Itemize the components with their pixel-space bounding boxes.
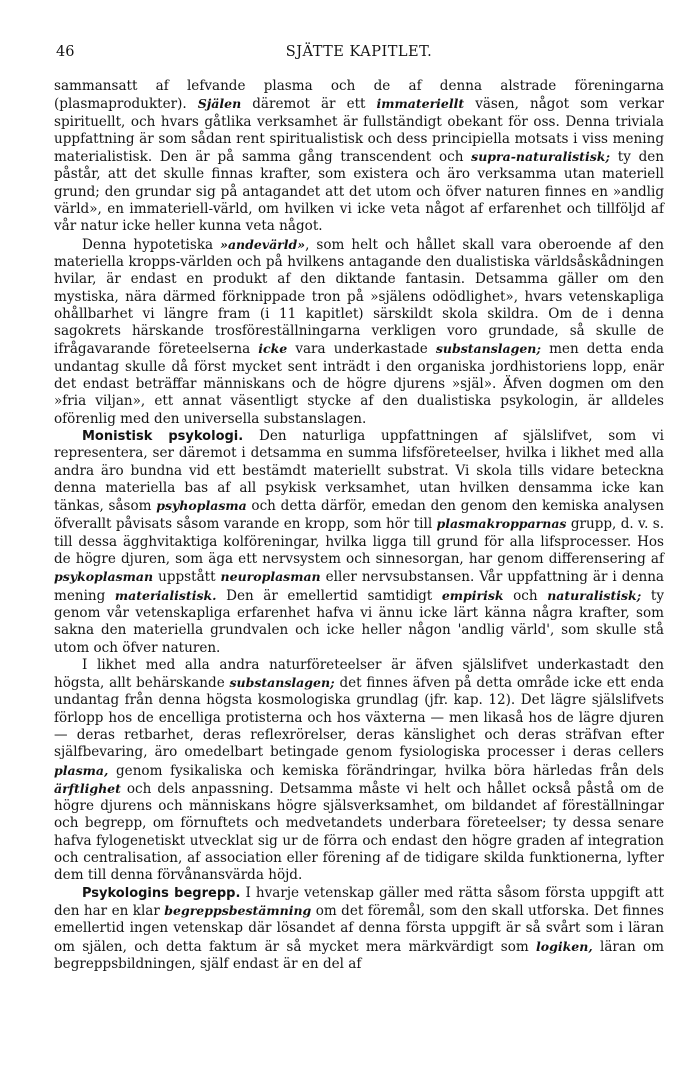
text-run: grupp, d. v. s. till dessa ägghvitaktiga kolföreningar, hvilka ligga till grund för alla lifsprocesser. Hos de högre djuren, som äga ett nervsystem och sinnesorgan, har genom differensering af <box>54 516 665 568</box>
emphasized-term: ärftlighet <box>54 780 121 796</box>
text-run: om det föremål, som den skall utforska. Det finnes emellertid ingen vetenskap där lösandet af denna första uppgift är så svårt som i läran om själen, och detta faktum är så mycket mera märkvärdigt som <box>54 902 664 955</box>
emphasized-term: empirisk <box>441 587 504 603</box>
text-run: det finnes äfven på detta område icke ett enda undantag från denna högsta kosmologiska grundlag (jfr. kap. 12). Det lägre själslifvets förlopp hos de encelliga protisterna och hos växterna — men likaså hos de lägre djuren — deras retbarhet, deras reflexrörelser, deras känslighet och deras sträfvan efter själfbevaring, äro omedelbart betingade genom fysiologiska processer i deras cellers <box>54 675 664 761</box>
text-run: däremot är ett <box>241 96 377 113</box>
paragraph-psykologins-begrepp <box>54 885 664 973</box>
paragraph-4 <box>54 657 664 885</box>
paragraph-1 <box>54 78 664 236</box>
paragraph-monistisk-psykologi <box>54 428 664 657</box>
text-run: Den är emellertid samtidigt <box>216 587 442 604</box>
emphasized-term: »andevärld» <box>220 236 306 252</box>
emphasized-term: icke <box>258 341 288 357</box>
text-run: väsen, något som verkar spirituellt, och hvars gåtlika verksamhet är fullständigt obekant för oss. Denna triviala uppfattning är som sådan rent spiritualistisk och dess principiella motsats i viss mening materialistisk. Den är på samma gång transcendent och <box>54 96 665 166</box>
emphasized-term: plasmakropparnas <box>436 516 567 532</box>
emphasized-term: substanslagen; <box>229 675 335 691</box>
section-heading: Monistisk psykologi. <box>82 428 244 444</box>
emphasized-term: substanslagen; <box>435 341 541 357</box>
emphasized-term: plasma, <box>54 762 109 778</box>
text-run: Den naturliga uppfattningen af själslifvet, som vi representera, ser däremot i detsamma en summa lifsföreteelser, hvilka i likhet med alla andra äro bundna vid ett bestämdt materiellt substrat. Vi skola tills vidare beteckna denna materiella bas af all psykisk verksamhet, utan hvilken densamma icke kan tänkas, såsom <box>54 427 664 515</box>
text-run: och <box>503 587 548 604</box>
emphasized-term: psykoplasman <box>54 569 154 585</box>
page-header <box>54 44 664 68</box>
book-page <box>54 44 665 972</box>
emphasized-term: naturalistisk; <box>547 587 642 603</box>
emphasized-term: begreppsbestämning <box>164 902 312 918</box>
text-run: läran om begreppsbildningen, själf endast är en del af <box>54 938 664 972</box>
text-run: I likhet med alla andra naturföreteelser är äfven själslifvet underkastadt den högsta, allt behärskande <box>54 656 664 692</box>
emphasized-term: psyhoplasma <box>156 498 247 514</box>
paragraph-2 <box>54 236 664 428</box>
text-run: och dels anpassning. Detsamma måste vi helt och hållet också påstå om de högre djurens och människans högre själsverksamhet, om bildandet af föreställningar och begrepp, om förnuftets och medvetandets underbara företeelser; ty dessa senare hafva fylogenetiskt utvecklat sig ur de förra och endast den högre graden af integration och centralisation, af association eller förening af de tidigare skilda funktionerna, lyfter dem till denna förvånansvärda höjd. <box>54 780 664 884</box>
text-run: uppstått <box>153 569 221 586</box>
text-run: ty den påstår, att det skulle finnas krafter, som existera och äro verksamma utan materiell grund; den grundar sig på antagandet att det utom och öfver naturen finnes en »andlig värld», en immateriell-värld, om hvilken vi icke veta något af erfarenhet och tillföljd af vår natur icke heller kunna veta något. <box>54 149 664 235</box>
text-run: sammansatt af lefvande plasma och de af denna alstrade föreningarna (plasmaprodukter). <box>54 78 664 113</box>
emphasized-term: supra-naturalistisk; <box>471 149 611 165</box>
text-run: Denna hypotetiska <box>82 236 221 253</box>
section-heading: Psykologins begrepp. <box>82 885 241 901</box>
emphasized-term: neuroplasman <box>220 569 321 585</box>
text-run: ty genom vår vetenskapliga erfarenhet hafva vi ännu icke lärt känna några krafter, som sakna den materiella grundvalen och icke heller någon 'andlig värld', som skulle stå utom och öfver naturen. <box>54 587 664 656</box>
text-run: genom fysikaliska och kemiska förändringar, hvilka böra härledas från dels <box>108 762 664 779</box>
text-run: , som helt och hållet skall vara oberoende af den materiella kropps-världen och på hvilkens antagande den dualistiska världsåskådningen hvilar, är endast en produkt af den diktande fantasin. Detsamma gäller om den mystiska, nära därmed förknippade tron på »själens odödlighet», hvars vetenskapliga ohållbarhet vi längre fram (i 11 kapitlet) särskildt skola skildra. Om de i denna sagokrets härskande trosföreställningarna verkligen voro grundade, så skulle de ifrågavarande företeelserna <box>54 236 664 358</box>
emphasized-term: logiken, <box>536 938 593 954</box>
page-number: 46 <box>56 44 75 60</box>
text-run: eller nervsubstansen. Vår uppfattning är i denna mening <box>54 569 664 604</box>
body-text <box>54 78 664 973</box>
text-run: I hvarje vetenskap gäller med rätta såsom första uppgift att den har en klar <box>54 884 664 919</box>
emphasized-term: immateriellt <box>376 96 465 112</box>
text-run: vara underkastade <box>287 341 436 358</box>
text-run: men detta enda undantag skulle då först mycket sent inträdt i den organiska jordhistoriens lopp, enär det endast beträffar människans och de högre djurens »själ». Äfven dogmen om den »fria viljan», ett annat väsentligt stycke af den dualistiska psykologin, är alldeles oförenlig med den universella substanslagen. <box>54 341 664 427</box>
emphasized-term: materialistisk. <box>114 587 217 603</box>
running-title: SJÄTTE KAPITLET. <box>285 44 433 60</box>
emphasized-term: Själen <box>197 96 242 112</box>
text-run: och detta därför, emedan den genom den kemiska analysen öfverallt påvisats såsom varande en kropp, som hör till <box>54 498 664 533</box>
